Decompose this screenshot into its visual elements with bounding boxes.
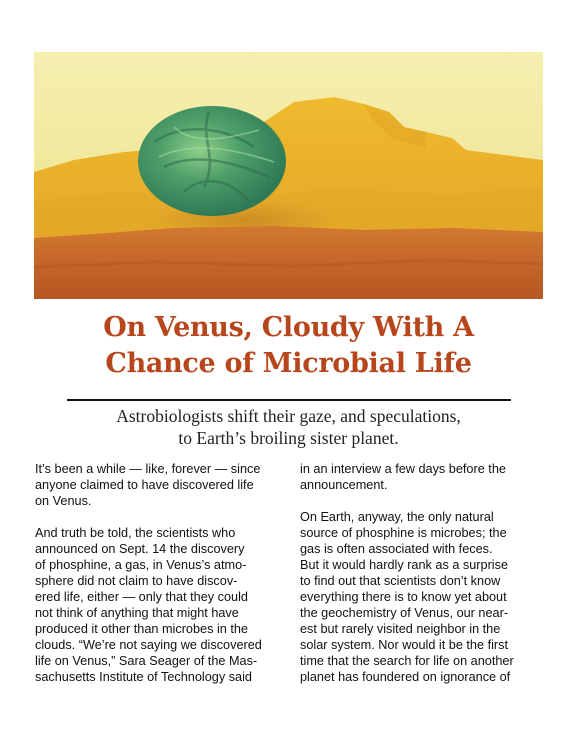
body-line: est but rarely visited neighbor in the — [300, 622, 501, 636]
body-paragraph — [35, 525, 275, 685]
body-line: everything there is to know yet about — [300, 590, 507, 604]
headline-divider — [67, 399, 511, 401]
body-line: of phosphine, a gas, in Venus’s atmo- — [35, 558, 247, 572]
body-line: to find out that scientists don’t know — [300, 574, 501, 588]
deck-line: Astrobiologists shift their gaze, and speculations, — [116, 406, 461, 426]
body-line: ered life, either — only that they could — [35, 590, 248, 604]
article-headline — [34, 310, 543, 382]
body-line: sachusetts Institute of Technology said — [35, 670, 252, 684]
article-column-left — [35, 461, 275, 701]
article-deck — [34, 405, 543, 449]
body-line: not think of anything that might have — [35, 606, 239, 620]
body-line: gas is often associated with feces. — [300, 542, 493, 556]
body-line: source of phosphine is microbes; the — [300, 526, 507, 540]
body-paragraph — [35, 461, 275, 509]
body-line: the geochemistry of Venus, our near- — [300, 606, 509, 620]
body-line: solar system. Nor would it be the first — [300, 638, 509, 652]
headline-line: On Venus, Cloudy With A — [103, 312, 474, 343]
body-line: anyone claimed to have discovered life — [35, 478, 254, 492]
body-line: It’s been a while — like, forever — since — [35, 462, 261, 476]
body-line: But it would hardly rank as a surprise — [300, 558, 509, 572]
body-line: announcement. — [300, 478, 388, 492]
body-line: planet has foundered on ignorance of — [300, 670, 511, 684]
body-paragraph — [300, 509, 540, 685]
hero-illustration — [34, 52, 543, 299]
venus-landscape-image — [34, 52, 543, 299]
body-line: And truth be told, the scientists who — [35, 526, 236, 540]
body-paragraph — [300, 461, 540, 493]
body-line: time that the search for life on another — [300, 654, 514, 668]
body-line: produced it other than microbes in the — [35, 622, 248, 636]
body-line: on Venus. — [35, 494, 92, 508]
body-line: On Earth, anyway, the only natural — [300, 510, 494, 524]
body-line: announced on Sept. 14 the discovery — [35, 542, 245, 556]
body-line: life on Venus,” Sara Seager of the Mas- — [35, 654, 258, 668]
headline-line: Chance of Microbial Life — [105, 348, 472, 379]
deck-line: to Earth’s broiling sister planet. — [178, 428, 399, 448]
article-column-right — [300, 461, 540, 701]
body-line: in an interview a few days before the — [300, 462, 506, 476]
body-line: sphere did not claim to have discov- — [35, 574, 238, 588]
body-line: clouds. “We’re not saying we discovered — [35, 638, 262, 652]
